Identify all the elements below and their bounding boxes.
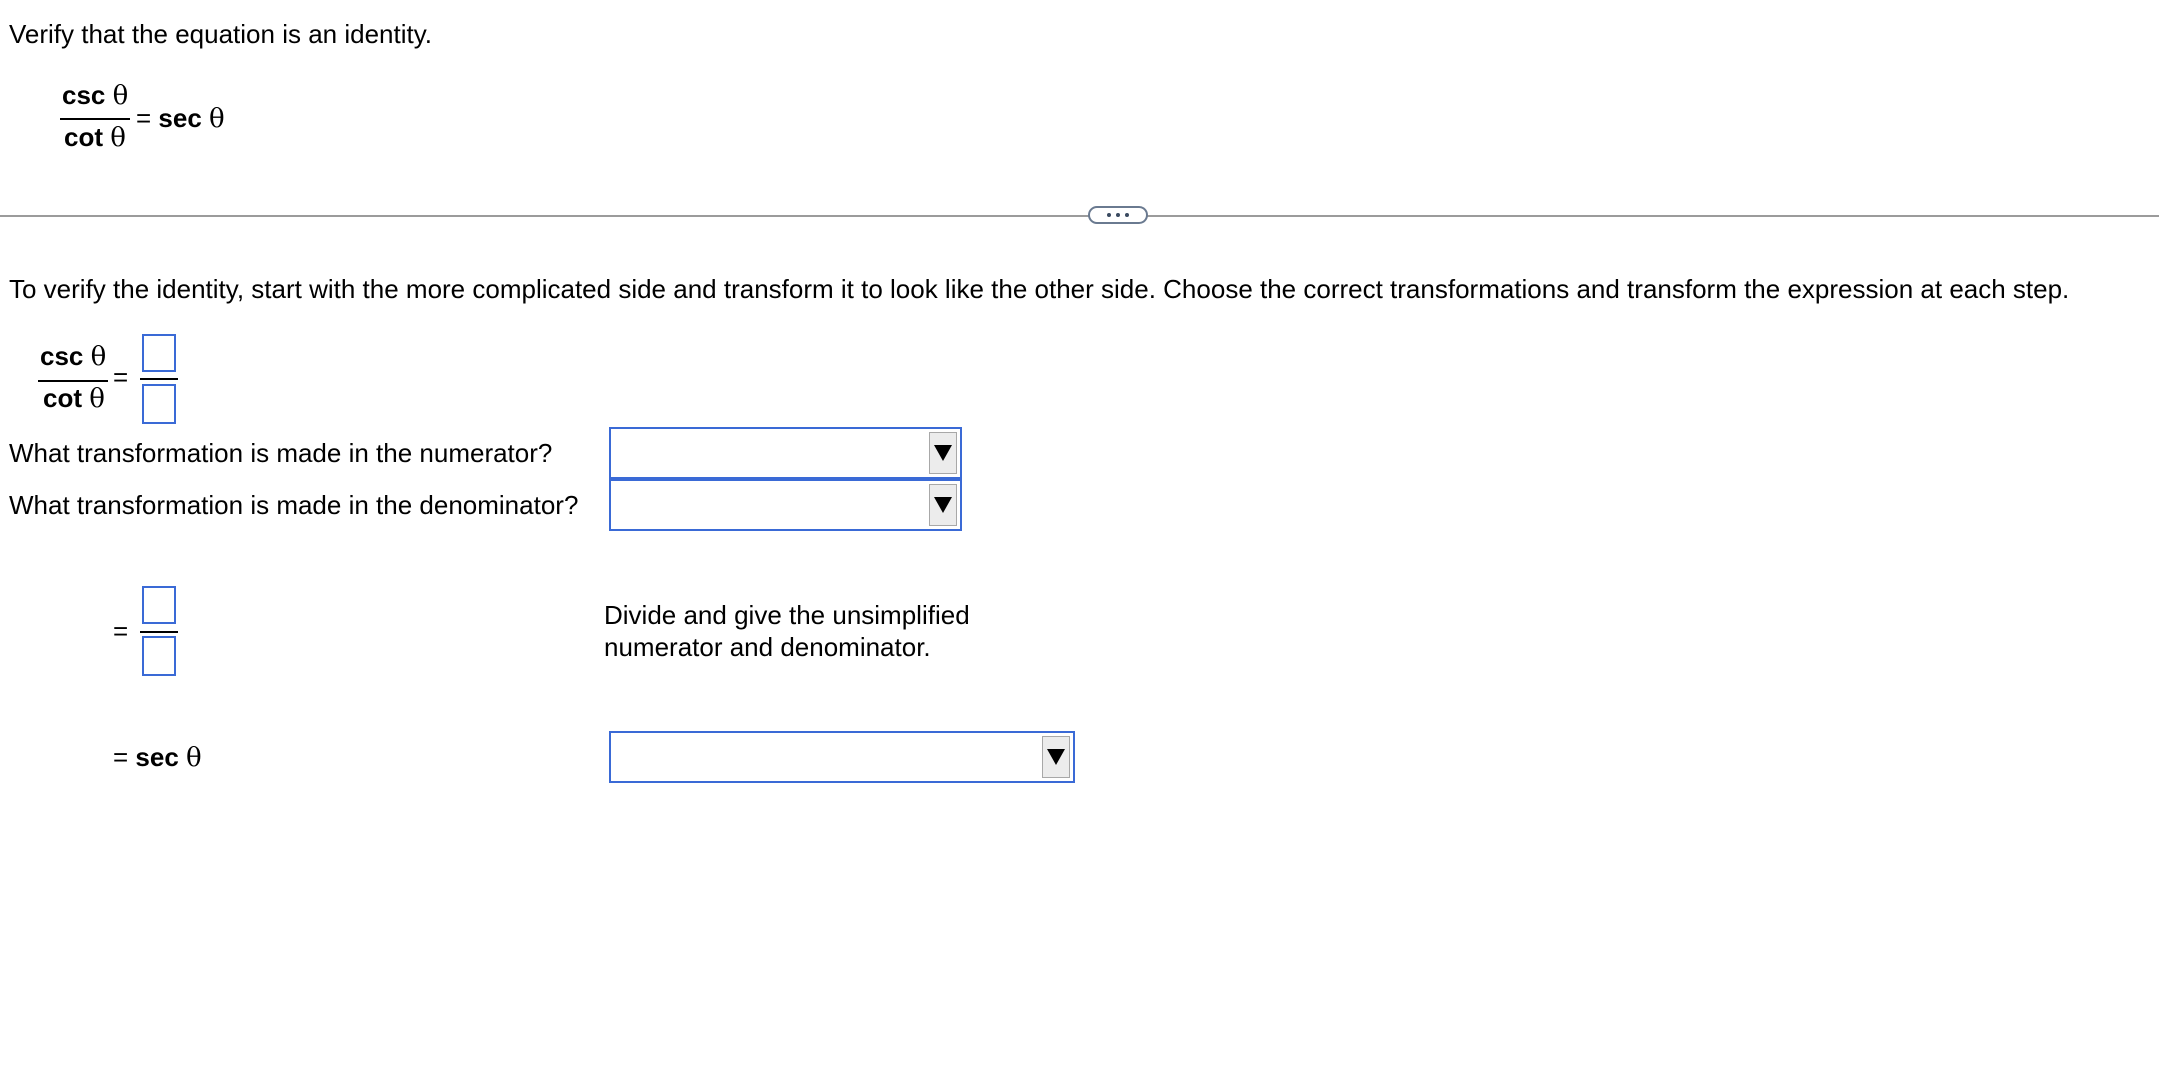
problem-equation (58, 78, 228, 158)
step2-hint-line2: numerator and denominator. (604, 632, 931, 662)
equation-numerator: csc θ (62, 80, 129, 111)
triangle-down-icon (929, 432, 957, 474)
solution-instruction: To verify the identity, start with the more complicated side and transform it to look like the other side. Choose the correct transformations and transform the expression at each step. (9, 274, 2070, 304)
step1-equals: = (113, 362, 129, 392)
step2-input-fraction-bar (140, 631, 178, 633)
triangle-down-icon (929, 484, 957, 526)
step1-numerator-input[interactable] (142, 334, 176, 372)
step3-expression: = sec θ (113, 742, 202, 773)
step1-denominator-input[interactable] (142, 384, 176, 424)
denominator-transformation-select[interactable] (609, 479, 962, 531)
section-divider (0, 215, 2159, 217)
step1-input-fraction-bar (140, 378, 178, 380)
step2-denominator-input[interactable] (142, 636, 176, 676)
equation-fraction-bar (60, 118, 130, 120)
numerator-question: What transformation is made in the numerator? (9, 438, 553, 468)
denominator-question: What transformation is made in the denominator? (9, 490, 579, 520)
step2-hint-line1: Divide and give the unsimplified (604, 600, 970, 630)
equation-denominator: cot θ (64, 122, 126, 153)
equation-rhs: = sec θ (136, 103, 225, 134)
step1-denominator: cot θ (43, 383, 105, 414)
problem-instruction: Verify that the equation is an identity. (9, 19, 433, 49)
step1-numerator: csc θ (40, 341, 107, 372)
expand-toggle-button[interactable] (1088, 206, 1148, 224)
step1-fraction-bar (38, 380, 108, 382)
step2-numerator-input[interactable] (142, 586, 176, 624)
triangle-down-icon (1042, 736, 1070, 778)
step3-transformation-select[interactable] (609, 731, 1075, 783)
step2-equals: = (113, 616, 129, 646)
numerator-transformation-select[interactable] (609, 427, 962, 479)
ellipsis-icon (1107, 213, 1129, 217)
